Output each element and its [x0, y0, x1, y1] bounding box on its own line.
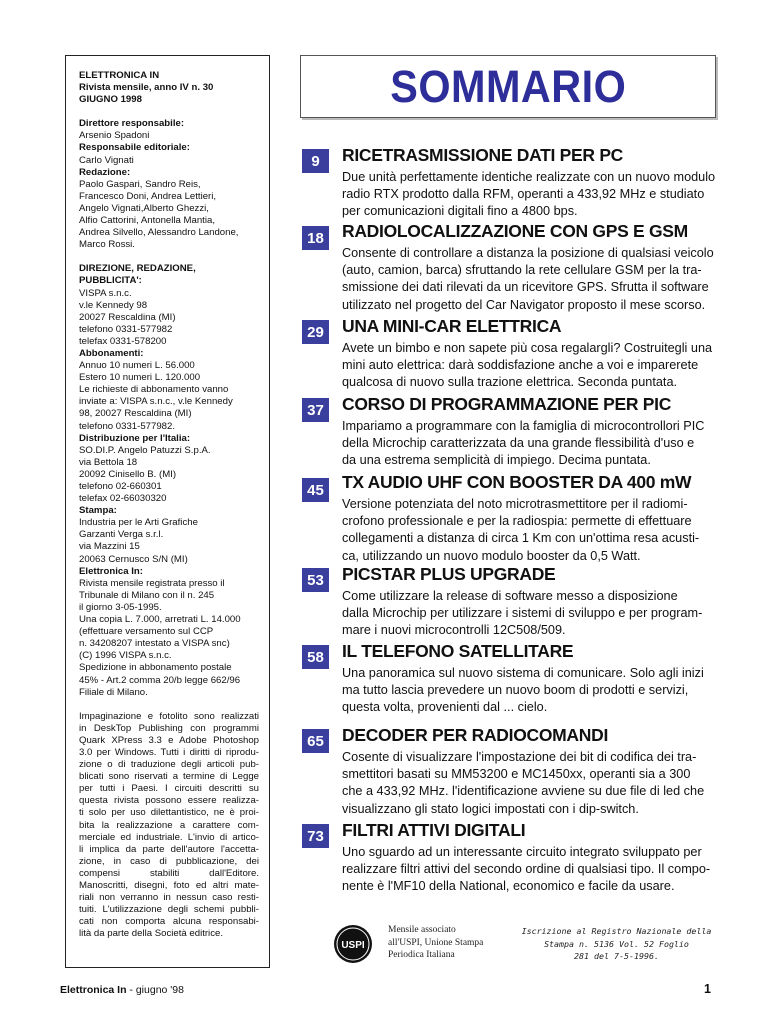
- summary-line: dalla Microchip per utilizzare i sistemi di sviluppo e per program-: [342, 606, 703, 621]
- stampa-line: Industria per le Arti Grafiche: [79, 517, 198, 529]
- uspi-logo-icon: [333, 924, 373, 964]
- article-title: DECODER PER RADIOCOMANDI: [342, 725, 609, 745]
- legal-line: Manoscritti, disegni, foto ed altri mate-: [79, 880, 259, 891]
- direzione-label: DIREZIONE, REDAZIONE,: [79, 263, 196, 275]
- article-summary: [342, 665, 717, 717]
- elettronica-line: il giorno 3-05-1995.: [79, 601, 162, 613]
- stampa-line: via Mazzini 15: [79, 541, 140, 553]
- summary-line: Una panoramica sul nuovo sistema di comunicare. Solo agli inizi: [342, 666, 704, 680]
- distribuzione-label: Distribuzione per l'Italia:: [79, 432, 191, 444]
- footer-page-number: 1: [704, 982, 711, 996]
- article-summary: [342, 496, 717, 565]
- summary-line: nente è l'MF10 della National, economico e facile da usare.: [342, 879, 675, 894]
- legal-line: Impaginazione e fotolito sono realizzati: [79, 710, 259, 722]
- redazione-line: Marco Rossi.: [79, 239, 135, 251]
- legal-line: merciale ed industriale. L'invio di artico-: [79, 831, 259, 843]
- elettronica-line: Spedizione in abbonamento postale: [79, 662, 232, 674]
- abbonamenti-line: Le richieste di abbonamento vanno: [79, 384, 229, 396]
- elettronica-line: (C) 1996 VISPA s.n.c.: [79, 650, 172, 662]
- footer-date: - giugno '98: [126, 984, 184, 996]
- article-title: IL TELEFONO SATELLITARE: [342, 641, 574, 661]
- direzione-line: 20027 Rescaldina (MI): [79, 311, 176, 323]
- summary-line: mare i nuovi microcontrolli 12C508/509.: [342, 623, 566, 638]
- abbonamenti-line: telefono 0331-577982.: [79, 420, 176, 432]
- elettronica-label: Elettronica In:: [79, 565, 143, 577]
- page-number-badge: 9: [302, 149, 329, 173]
- summary-line: ma tutto lascia prevedere un nuovo boom di prodotti e servizi,: [342, 683, 689, 698]
- page-number-badge: 58: [302, 645, 329, 669]
- abbonamenti-line: inviate a: VISPA s.n.c., v.le Kennedy: [79, 396, 233, 408]
- direzione-line: v.le Kennedy 98: [79, 299, 148, 311]
- article-summary: [342, 749, 717, 818]
- elettronica-line: (effettuare versamento sul CCP: [79, 626, 214, 638]
- summary-line: che a 433,92 MHz. l'identificazione avviene su due file di led che: [342, 784, 705, 799]
- registry-line: Stampa n. 5136 Vol. 52 Foglio: [544, 938, 689, 949]
- direzione-line: telefono 0331-577982: [79, 323, 173, 335]
- summary-line: Due unità perfettamente identiche realizzate con un nuovo modulo: [342, 170, 716, 184]
- elettronica-line: n. 34208207 intestato a VISPA snc): [79, 638, 230, 650]
- summary-line: radio RTX prodotto dalla RFM, operanti a 433,92 MHz e studiato: [342, 187, 705, 202]
- summary-line: per comunicazioni digitali fino a 4800 bps.: [342, 204, 578, 219]
- summary-line: realizzare filtri attivi del secondo ordine di qualsiasi tipo. Il compo-: [342, 862, 711, 877]
- page-number-badge: 53: [302, 568, 329, 592]
- summary-line: Come utilizzare la release di software messo a disposizione: [342, 589, 678, 603]
- legal-line: compensi stabiliti dall'Editore.: [79, 867, 259, 879]
- summary-line: Impariamo a programmare con la famiglia di microcontrollori PIC: [342, 419, 705, 433]
- resp-ed-name: Carlo Vignati: [79, 154, 134, 166]
- page-title: SOMMARIO: [390, 60, 626, 112]
- distribuzione-line: via Bettola 18: [79, 456, 138, 468]
- legal-line: Quark XPress 3.3 e Adobe Photoshop: [79, 734, 259, 746]
- summary-line: qualcosa di nuovo sulla trazione elettrica. Seconda puntata.: [342, 375, 678, 390]
- uspi-line: all'USPI, Unione Stampa: [388, 937, 484, 948]
- footer-issue: [60, 984, 184, 996]
- direttore-name: Arsenio Spadoni: [79, 130, 150, 142]
- redazione-line: Paolo Gaspari, Sandro Reis,: [79, 178, 201, 190]
- pub-date: GIUGNO 1998: [79, 94, 142, 106]
- article-summary: [342, 245, 717, 314]
- article-title: CORSO DI PROGRAMMAZIONE PER PIC: [342, 394, 672, 414]
- stampa-line: 20063 Cernusco S/N (MI): [79, 553, 188, 565]
- page-number-badge: 37: [302, 398, 329, 422]
- legal-line: zione o di traduzione degli articoli pub-: [79, 759, 259, 771]
- resp-ed-label: Responsabile editoriale:: [79, 142, 190, 154]
- distribuzione-line: SO.DI.P. Angelo Patuzzi S.p.A.: [79, 444, 211, 456]
- title-box: [300, 55, 716, 118]
- registry-notice: [514, 925, 719, 963]
- redazione-line: Francesco Doni, Andrea Lettieri,: [79, 190, 217, 202]
- abbonamenti-line: Annuo 10 numeri L. 56.000: [79, 360, 195, 372]
- masthead-box: [65, 55, 270, 968]
- legal-line: tuiti. L'utilizzazione degli schemi pubbli-: [79, 904, 259, 916]
- summary-line: Consente di controllare a distanza la posizione di qualsiasi veicolo: [342, 246, 714, 260]
- elettronica-line: 45% - Art.2 comma 20/b legge 662/96: [79, 674, 241, 686]
- abbonamenti-label: Abbonamenti:: [79, 347, 144, 359]
- page-number-badge: 29: [302, 320, 329, 344]
- legal-line: zione, in caso di pubblicazione, dei: [79, 855, 259, 867]
- elettronica-line: Filiale di Milano.: [79, 686, 148, 698]
- uspi-association: [388, 924, 483, 962]
- uspi-line: Mensile associato: [388, 925, 456, 935]
- footer-magazine: Elettronica In: [60, 984, 127, 996]
- article-title: FILTRI ATTIVI DIGITALI: [342, 820, 526, 840]
- abbonamenti-line: 98, 20027 Rescaldina (MI): [79, 408, 192, 420]
- redazione-label: Redazione:: [79, 166, 131, 178]
- uspi-line: Periodica Italiana: [388, 950, 455, 960]
- elettronica-line: Una copia L. 7.000, arretrati L. 14.000: [79, 614, 241, 626]
- uspi-logo-text: USPI: [341, 940, 365, 951]
- legal-line: ti solo per uso dilettantistico, ne è proi-: [79, 807, 259, 819]
- pub-issue: Rivista mensile, anno IV n. 30: [79, 82, 214, 94]
- abbonamenti-line: Estero 10 numeri L. 120.000: [79, 372, 201, 384]
- summary-line: smissione dei dati rilevati da un ricevitore GPS. Sfrutta il software: [342, 280, 709, 295]
- article-title: RICETRASMISSIONE DATI PER PC: [342, 145, 624, 165]
- legal-line: in DeskTop Publishing con programmi: [79, 722, 259, 734]
- summary-line: della Microchip caratterizzata da una grande flessibilità d'uso e: [342, 436, 695, 451]
- legal-line: cati non comporta alcuna responsabi-: [79, 916, 259, 928]
- stampa-label: Stampa:: [79, 505, 117, 517]
- page-number-badge: 45: [302, 478, 329, 502]
- article-summary: [342, 418, 717, 470]
- summary-line: Uno sguardo ad un interessante circuito integrato sviluppato per: [342, 845, 702, 859]
- article-summary: [342, 340, 717, 392]
- direzione-label: PUBBLICITA':: [79, 275, 142, 287]
- summary-line: Versione potenziata del noto microtrasmettitore per il radiomi-: [342, 497, 688, 511]
- summary-line: Cosente di visualizzare l'impostazione dei bit di codifica dei tra-: [342, 750, 697, 764]
- legal-line: bita la realizzazione a carattere com-: [79, 819, 259, 831]
- distribuzione-line: telefax 02-66030320: [79, 493, 167, 505]
- article-title: RADIOLOCALIZZAZIONE CON GPS E GSM: [342, 221, 688, 241]
- summary-line: mini auto elettrica: darà soddisfazione anche a voi e imparerete: [342, 358, 699, 373]
- article-summary: [342, 169, 717, 221]
- legal-line: 3.0 per Windows. Tutti i diritti di riprodu-: [79, 746, 259, 758]
- article-summary: [342, 844, 717, 896]
- distribuzione-line: telefono 02-660301: [79, 481, 162, 492]
- registry-line: Iscrizione al Registro Nazionale della: [521, 926, 712, 936]
- summary-line: questa volta, provenienti dal ... cielo.: [342, 700, 548, 715]
- elettronica-line: Rivista mensile registrata presso il: [79, 577, 225, 589]
- direttore-label: Direttore responsabile:: [79, 118, 185, 130]
- page-number-badge: 65: [302, 729, 329, 753]
- page-number-badge: 73: [302, 824, 329, 848]
- article-title: PICSTAR PLUS UPGRADE: [342, 564, 556, 584]
- summary-line: utilizzato nel progetto del Car Navigator proposto il mese scorso.: [342, 297, 706, 312]
- legal-line: lità da parte della Società editrice.: [79, 928, 223, 940]
- summary-line: Avete un bimbo e non sapete più cosa regalargli? Costruitegli una: [342, 341, 713, 355]
- summary-line: visualizzano gli stato logici impostati con i dip-switch.: [342, 801, 639, 816]
- stampa-line: Garzanti Verga s.r.l.: [79, 529, 164, 541]
- elettronica-line: Tribunale di Milano con il n. 245: [79, 589, 215, 601]
- article-summary: [342, 588, 717, 640]
- article-title: UNA MINI-CAR ELETTRICA: [342, 316, 562, 336]
- legal-line: riali non verranno in nessun caso resti-: [79, 892, 259, 904]
- redazione-line: Andrea Silvello, Alessandro Landone,: [79, 227, 239, 239]
- page-number-badge: 18: [302, 226, 329, 250]
- summary-line: crofono professionale e per la radiospia: permette di effettuare: [342, 514, 692, 529]
- legal-line: per tutti i Paesi. I circuiti descritti su: [79, 783, 259, 795]
- summary-line: ca, utilizzando un nuovo modulo booster da 0,5 Watt.: [342, 548, 641, 563]
- legal-line: li implica da parte dell'autore l'accetta-: [79, 843, 259, 855]
- registry-line: 281 del 7-5-1996.: [574, 951, 659, 961]
- summary-line: smettitori basati su MM53200 e MC1450xx, operanti sia a 300: [342, 767, 691, 782]
- legal-line: blicati sono riservati a termine di Legge: [79, 771, 259, 783]
- redazione-line: Angelo Vignati,Alberto Ghezzi,: [79, 202, 209, 214]
- summary-line: da una estrema semplicità di impiego. Decima puntata.: [342, 453, 651, 468]
- article-title: TX AUDIO UHF CON BOOSTER DA 400 mW: [342, 472, 692, 492]
- pub-name: ELETTRONICA IN: [79, 70, 160, 81]
- direzione-line: telefax 0331-578200: [79, 335, 167, 347]
- summary-line: collegamenti a distanza di circa 1 Km con un'ottima resa acusti-: [342, 531, 700, 546]
- legal-line: questa rivista possono essere realizza-: [79, 795, 259, 807]
- distribuzione-line: 20092 Cinisello B. (MI): [79, 468, 177, 480]
- redazione-line: Alfio Cattorini, Antonella Mantia,: [79, 215, 215, 227]
- direzione-line: VISPA s.n.c.: [79, 287, 132, 299]
- summary-line: (auto, camion, barca) sfruttando la rete cellulare GSM per la tra-: [342, 263, 702, 278]
